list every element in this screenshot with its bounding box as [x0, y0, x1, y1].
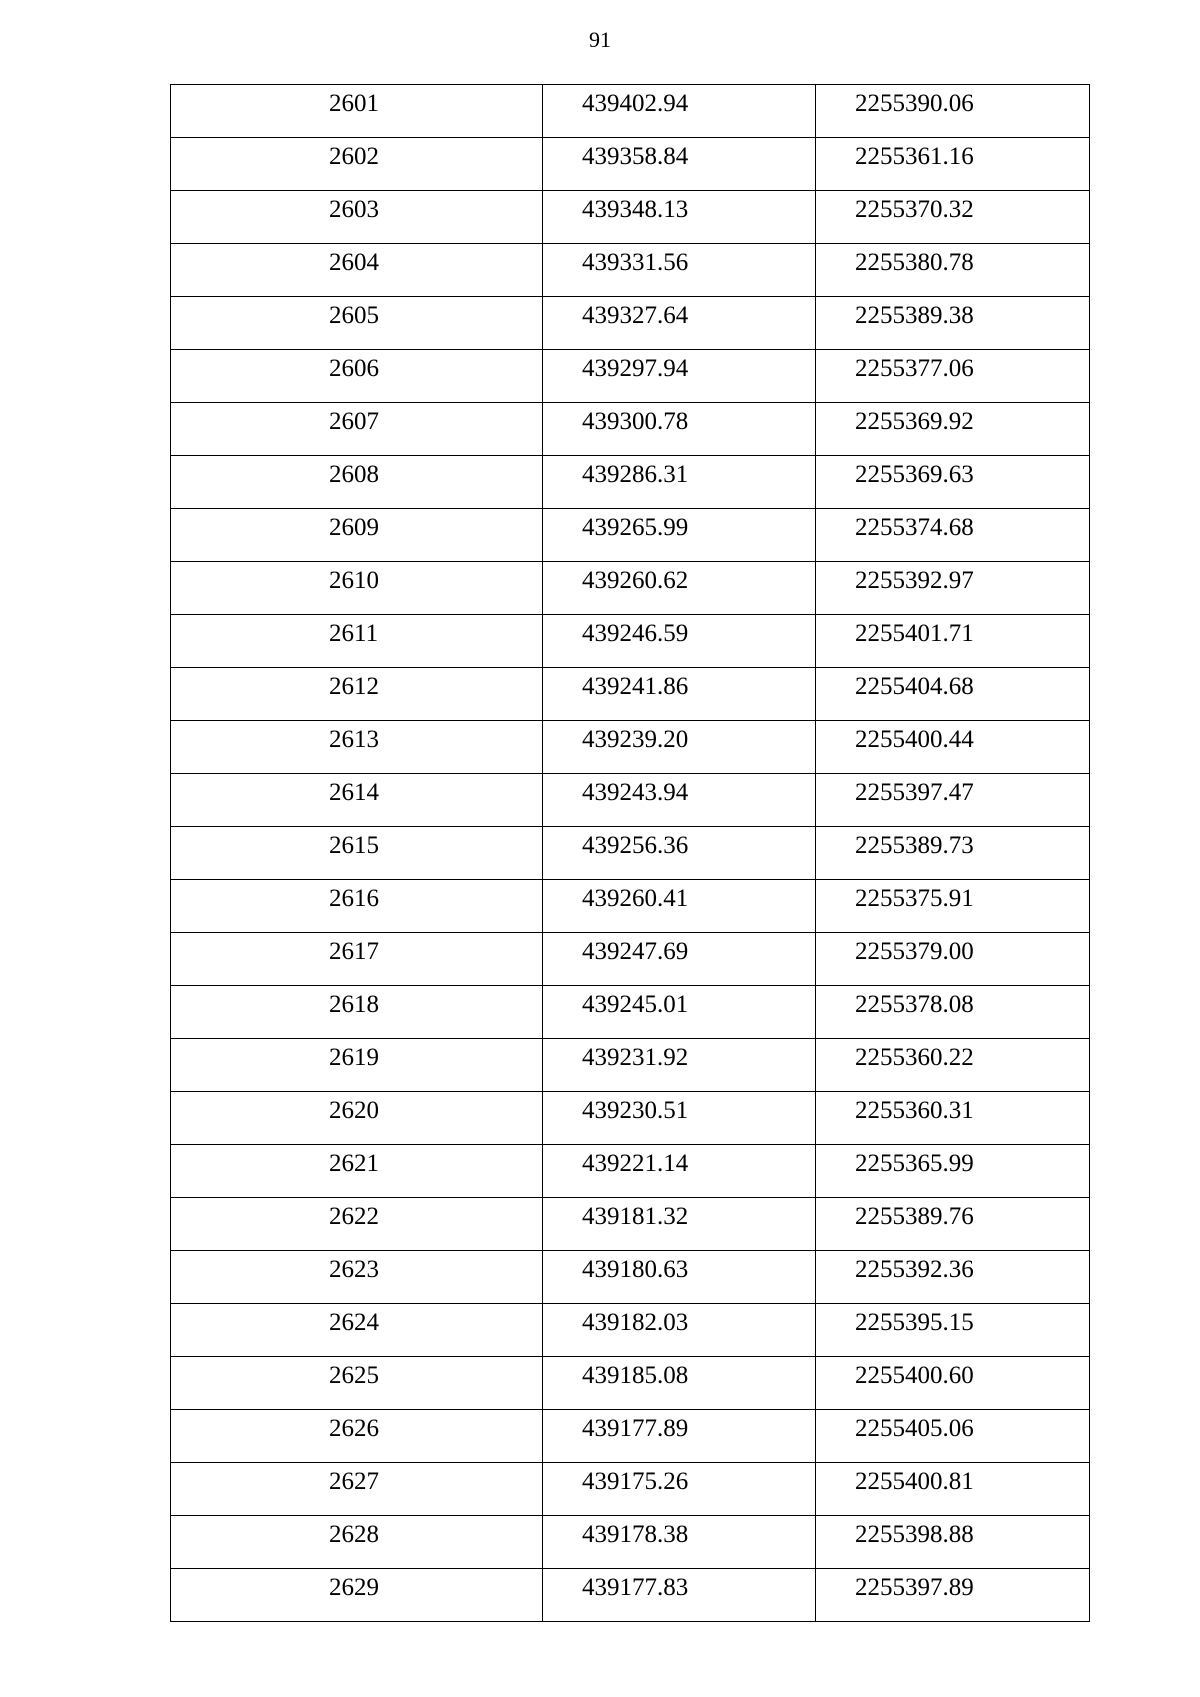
y-coordinate-cell — [816, 1092, 1090, 1145]
y-coordinate-cell — [816, 774, 1090, 827]
cell-text: 439182.03 — [582, 1309, 689, 1336]
cell-text: 439177.89 — [582, 1415, 689, 1442]
cell-text: 2255397.89 — [855, 1574, 974, 1601]
table-row — [171, 880, 1090, 933]
cell-text: 2625 — [329, 1362, 379, 1389]
cell-text: 2610 — [329, 567, 379, 594]
cell-text: 439260.41 — [582, 885, 689, 912]
point-number-cell — [171, 1569, 543, 1622]
cell-text: 2255397.47 — [855, 779, 974, 806]
x-coordinate-cell — [543, 1516, 816, 1569]
y-coordinate-cell — [816, 668, 1090, 721]
point-number-cell — [171, 1039, 543, 1092]
cell-text: 2255390.06 — [855, 90, 974, 117]
cell-text: 2255389.38 — [855, 302, 974, 329]
point-number-cell — [171, 721, 543, 774]
y-coordinate-cell — [816, 562, 1090, 615]
cell-text: 2255378.08 — [855, 991, 974, 1018]
point-number-cell — [171, 1304, 543, 1357]
table-row — [171, 668, 1090, 721]
cell-text: 2605 — [329, 302, 379, 329]
y-coordinate-cell — [816, 1039, 1090, 1092]
x-coordinate-cell — [543, 1357, 816, 1410]
cell-text: 2602 — [329, 143, 379, 170]
x-coordinate-cell — [543, 1198, 816, 1251]
point-number-cell — [171, 1198, 543, 1251]
cell-text: 2619 — [329, 1044, 379, 1071]
cell-text: 439246.59 — [582, 620, 689, 647]
cell-text: 2609 — [329, 514, 379, 541]
cell-text: 2255392.97 — [855, 567, 974, 594]
cell-text: 2255400.81 — [855, 1468, 974, 1495]
cell-text: 2606 — [329, 355, 379, 382]
x-coordinate-cell — [543, 1039, 816, 1092]
table-row — [171, 1039, 1090, 1092]
y-coordinate-cell — [816, 1198, 1090, 1251]
cell-text: 2615 — [329, 832, 379, 859]
cell-text: 439260.62 — [582, 567, 689, 594]
y-coordinate-cell — [816, 297, 1090, 350]
x-coordinate-cell — [543, 350, 816, 403]
table-row — [171, 1569, 1090, 1622]
y-coordinate-cell — [816, 1357, 1090, 1410]
cell-text: 2618 — [329, 991, 379, 1018]
cell-text: 2255380.78 — [855, 249, 974, 276]
cell-text: 2622 — [329, 1203, 379, 1230]
table-row — [171, 933, 1090, 986]
point-number-cell — [171, 1145, 543, 1198]
point-number-cell — [171, 668, 543, 721]
table-row — [171, 297, 1090, 350]
x-coordinate-cell — [543, 880, 816, 933]
cell-text: 2255360.31 — [855, 1097, 974, 1124]
cell-text: 439348.13 — [582, 196, 689, 223]
cell-text: 2629 — [329, 1574, 379, 1601]
y-coordinate-cell — [816, 1145, 1090, 1198]
x-coordinate-cell — [543, 774, 816, 827]
cell-text: 2255379.00 — [855, 938, 974, 965]
cell-text: 439247.69 — [582, 938, 689, 965]
table-row — [171, 774, 1090, 827]
x-coordinate-cell — [543, 721, 816, 774]
cell-text: 439241.86 — [582, 673, 689, 700]
cell-text: 2617 — [329, 938, 379, 965]
cell-text: 439243.94 — [582, 779, 689, 806]
point-number-cell — [171, 1463, 543, 1516]
cell-text: 2623 — [329, 1256, 379, 1283]
cell-text: 2255405.06 — [855, 1415, 974, 1442]
cell-text: 2255365.99 — [855, 1150, 974, 1177]
x-coordinate-cell — [543, 615, 816, 668]
y-coordinate-cell — [816, 1463, 1090, 1516]
table-row — [171, 138, 1090, 191]
cell-text: 2628 — [329, 1521, 379, 1548]
cell-text: 2601 — [329, 90, 379, 117]
table-row — [171, 615, 1090, 668]
cell-text: 2608 — [329, 461, 379, 488]
cell-text: 439358.84 — [582, 143, 689, 170]
point-number-cell — [171, 85, 543, 138]
cell-text: 2255404.68 — [855, 673, 974, 700]
point-number-cell — [171, 1410, 543, 1463]
y-coordinate-cell — [816, 880, 1090, 933]
cell-text: 439297.94 — [582, 355, 689, 382]
cell-text: 439300.78 — [582, 408, 689, 435]
x-coordinate-cell — [543, 933, 816, 986]
point-number-cell — [171, 562, 543, 615]
table-row — [171, 721, 1090, 774]
table-row — [171, 986, 1090, 1039]
y-coordinate-cell — [816, 1569, 1090, 1622]
cell-text: 439221.14 — [582, 1150, 689, 1177]
y-coordinate-cell — [816, 456, 1090, 509]
point-number-cell — [171, 774, 543, 827]
cell-text: 2624 — [329, 1309, 379, 1336]
table-row — [171, 562, 1090, 615]
table-row — [171, 1410, 1090, 1463]
table-row — [171, 1463, 1090, 1516]
cell-text: 2621 — [329, 1150, 379, 1177]
cell-text: 2255395.15 — [855, 1309, 974, 1336]
point-number-cell — [171, 1092, 543, 1145]
x-coordinate-cell — [543, 191, 816, 244]
cell-text: 2255370.32 — [855, 196, 974, 223]
y-coordinate-cell — [816, 85, 1090, 138]
table-row — [171, 191, 1090, 244]
coordinates-table — [170, 84, 1090, 1622]
x-coordinate-cell — [543, 1463, 816, 1516]
cell-text: 2255398.88 — [855, 1521, 974, 1548]
point-number-cell — [171, 1251, 543, 1304]
point-number-cell — [171, 244, 543, 297]
cell-text: 2614 — [329, 779, 379, 806]
y-coordinate-cell — [816, 138, 1090, 191]
cell-text: 2255377.06 — [855, 355, 974, 382]
point-number-cell — [171, 138, 543, 191]
x-coordinate-cell — [543, 668, 816, 721]
x-coordinate-cell — [543, 85, 816, 138]
point-number-cell — [171, 880, 543, 933]
x-coordinate-cell — [543, 1569, 816, 1622]
table-row — [171, 456, 1090, 509]
y-coordinate-cell — [816, 933, 1090, 986]
x-coordinate-cell — [543, 1251, 816, 1304]
cell-text: 439177.83 — [582, 1574, 689, 1601]
y-coordinate-cell — [816, 615, 1090, 668]
y-coordinate-cell — [816, 1410, 1090, 1463]
x-coordinate-cell — [543, 509, 816, 562]
cell-text: 439175.26 — [582, 1468, 689, 1495]
cell-text: 439230.51 — [582, 1097, 689, 1124]
cell-text: 439256.36 — [582, 832, 689, 859]
y-coordinate-cell — [816, 509, 1090, 562]
table-row — [171, 509, 1090, 562]
cell-text: 2612 — [329, 673, 379, 700]
cell-text: 2611 — [329, 620, 379, 647]
cell-text: 2255360.22 — [855, 1044, 974, 1071]
cell-text: 2255400.60 — [855, 1362, 974, 1389]
cell-text: 439239.20 — [582, 726, 689, 753]
point-number-cell — [171, 827, 543, 880]
cell-text: 439185.08 — [582, 1362, 689, 1389]
point-number-cell — [171, 403, 543, 456]
x-coordinate-cell — [543, 1092, 816, 1145]
cell-text: 2255369.63 — [855, 461, 974, 488]
point-number-cell — [171, 933, 543, 986]
y-coordinate-cell — [816, 1251, 1090, 1304]
cell-text: 2604 — [329, 249, 379, 276]
cell-text: 2255400.44 — [855, 726, 974, 753]
cell-text: 2603 — [329, 196, 379, 223]
cell-text: 439231.92 — [582, 1044, 689, 1071]
cell-text: 439327.64 — [582, 302, 689, 329]
cell-text: 439178.38 — [582, 1521, 689, 1548]
cell-text: 2616 — [329, 885, 379, 912]
point-number-cell — [171, 615, 543, 668]
y-coordinate-cell — [816, 1304, 1090, 1357]
table-row — [171, 1304, 1090, 1357]
x-coordinate-cell — [543, 1145, 816, 1198]
table-row — [171, 403, 1090, 456]
coordinates-table-body — [171, 85, 1090, 1622]
x-coordinate-cell — [543, 562, 816, 615]
table-row — [171, 1251, 1090, 1304]
x-coordinate-cell — [543, 297, 816, 350]
cell-text: 439331.56 — [582, 249, 689, 276]
cell-text: 2255389.76 — [855, 1203, 974, 1230]
cell-text: 2626 — [329, 1415, 379, 1442]
x-coordinate-cell — [543, 244, 816, 297]
point-number-cell — [171, 1516, 543, 1569]
cell-text: 2255392.36 — [855, 1256, 974, 1283]
point-number-cell — [171, 297, 543, 350]
table-row — [171, 1357, 1090, 1410]
y-coordinate-cell — [816, 827, 1090, 880]
table-row — [171, 85, 1090, 138]
point-number-cell — [171, 986, 543, 1039]
point-number-cell — [171, 1357, 543, 1410]
cell-text: 2255401.71 — [855, 620, 974, 647]
page-number: 91 — [589, 27, 611, 52]
table-row — [171, 827, 1090, 880]
cell-text: 439286.31 — [582, 461, 689, 488]
cell-text: 2255369.92 — [855, 408, 974, 435]
cell-text: 2613 — [329, 726, 379, 753]
x-coordinate-cell — [543, 1410, 816, 1463]
table-row — [171, 1516, 1090, 1569]
y-coordinate-cell — [816, 721, 1090, 774]
point-number-cell — [171, 191, 543, 244]
cell-text: 2255374.68 — [855, 514, 974, 541]
y-coordinate-cell — [816, 191, 1090, 244]
cell-text: 2620 — [329, 1097, 379, 1124]
x-coordinate-cell — [543, 1304, 816, 1357]
cell-text: 439402.94 — [582, 90, 689, 117]
cell-text: 439245.01 — [582, 991, 689, 1018]
table-row — [171, 350, 1090, 403]
y-coordinate-cell — [816, 350, 1090, 403]
point-number-cell — [171, 456, 543, 509]
x-coordinate-cell — [543, 138, 816, 191]
cell-text: 2607 — [329, 408, 379, 435]
y-coordinate-cell — [816, 244, 1090, 297]
y-coordinate-cell — [816, 403, 1090, 456]
cell-text: 2255389.73 — [855, 832, 974, 859]
table-row — [171, 1092, 1090, 1145]
point-number-cell — [171, 509, 543, 562]
cell-text: 439181.32 — [582, 1203, 689, 1230]
cell-text: 439180.63 — [582, 1256, 689, 1283]
table-row — [171, 1198, 1090, 1251]
table-row — [171, 244, 1090, 297]
y-coordinate-cell — [816, 1516, 1090, 1569]
x-coordinate-cell — [543, 403, 816, 456]
cell-text: 439265.99 — [582, 514, 689, 541]
y-coordinate-cell — [816, 986, 1090, 1039]
x-coordinate-cell — [543, 827, 816, 880]
cell-text: 2627 — [329, 1468, 379, 1495]
point-number-cell — [171, 350, 543, 403]
x-coordinate-cell — [543, 986, 816, 1039]
x-coordinate-cell — [543, 456, 816, 509]
cell-text: 2255375.91 — [855, 885, 974, 912]
cell-text: 2255361.16 — [855, 143, 974, 170]
table-row — [171, 1145, 1090, 1198]
